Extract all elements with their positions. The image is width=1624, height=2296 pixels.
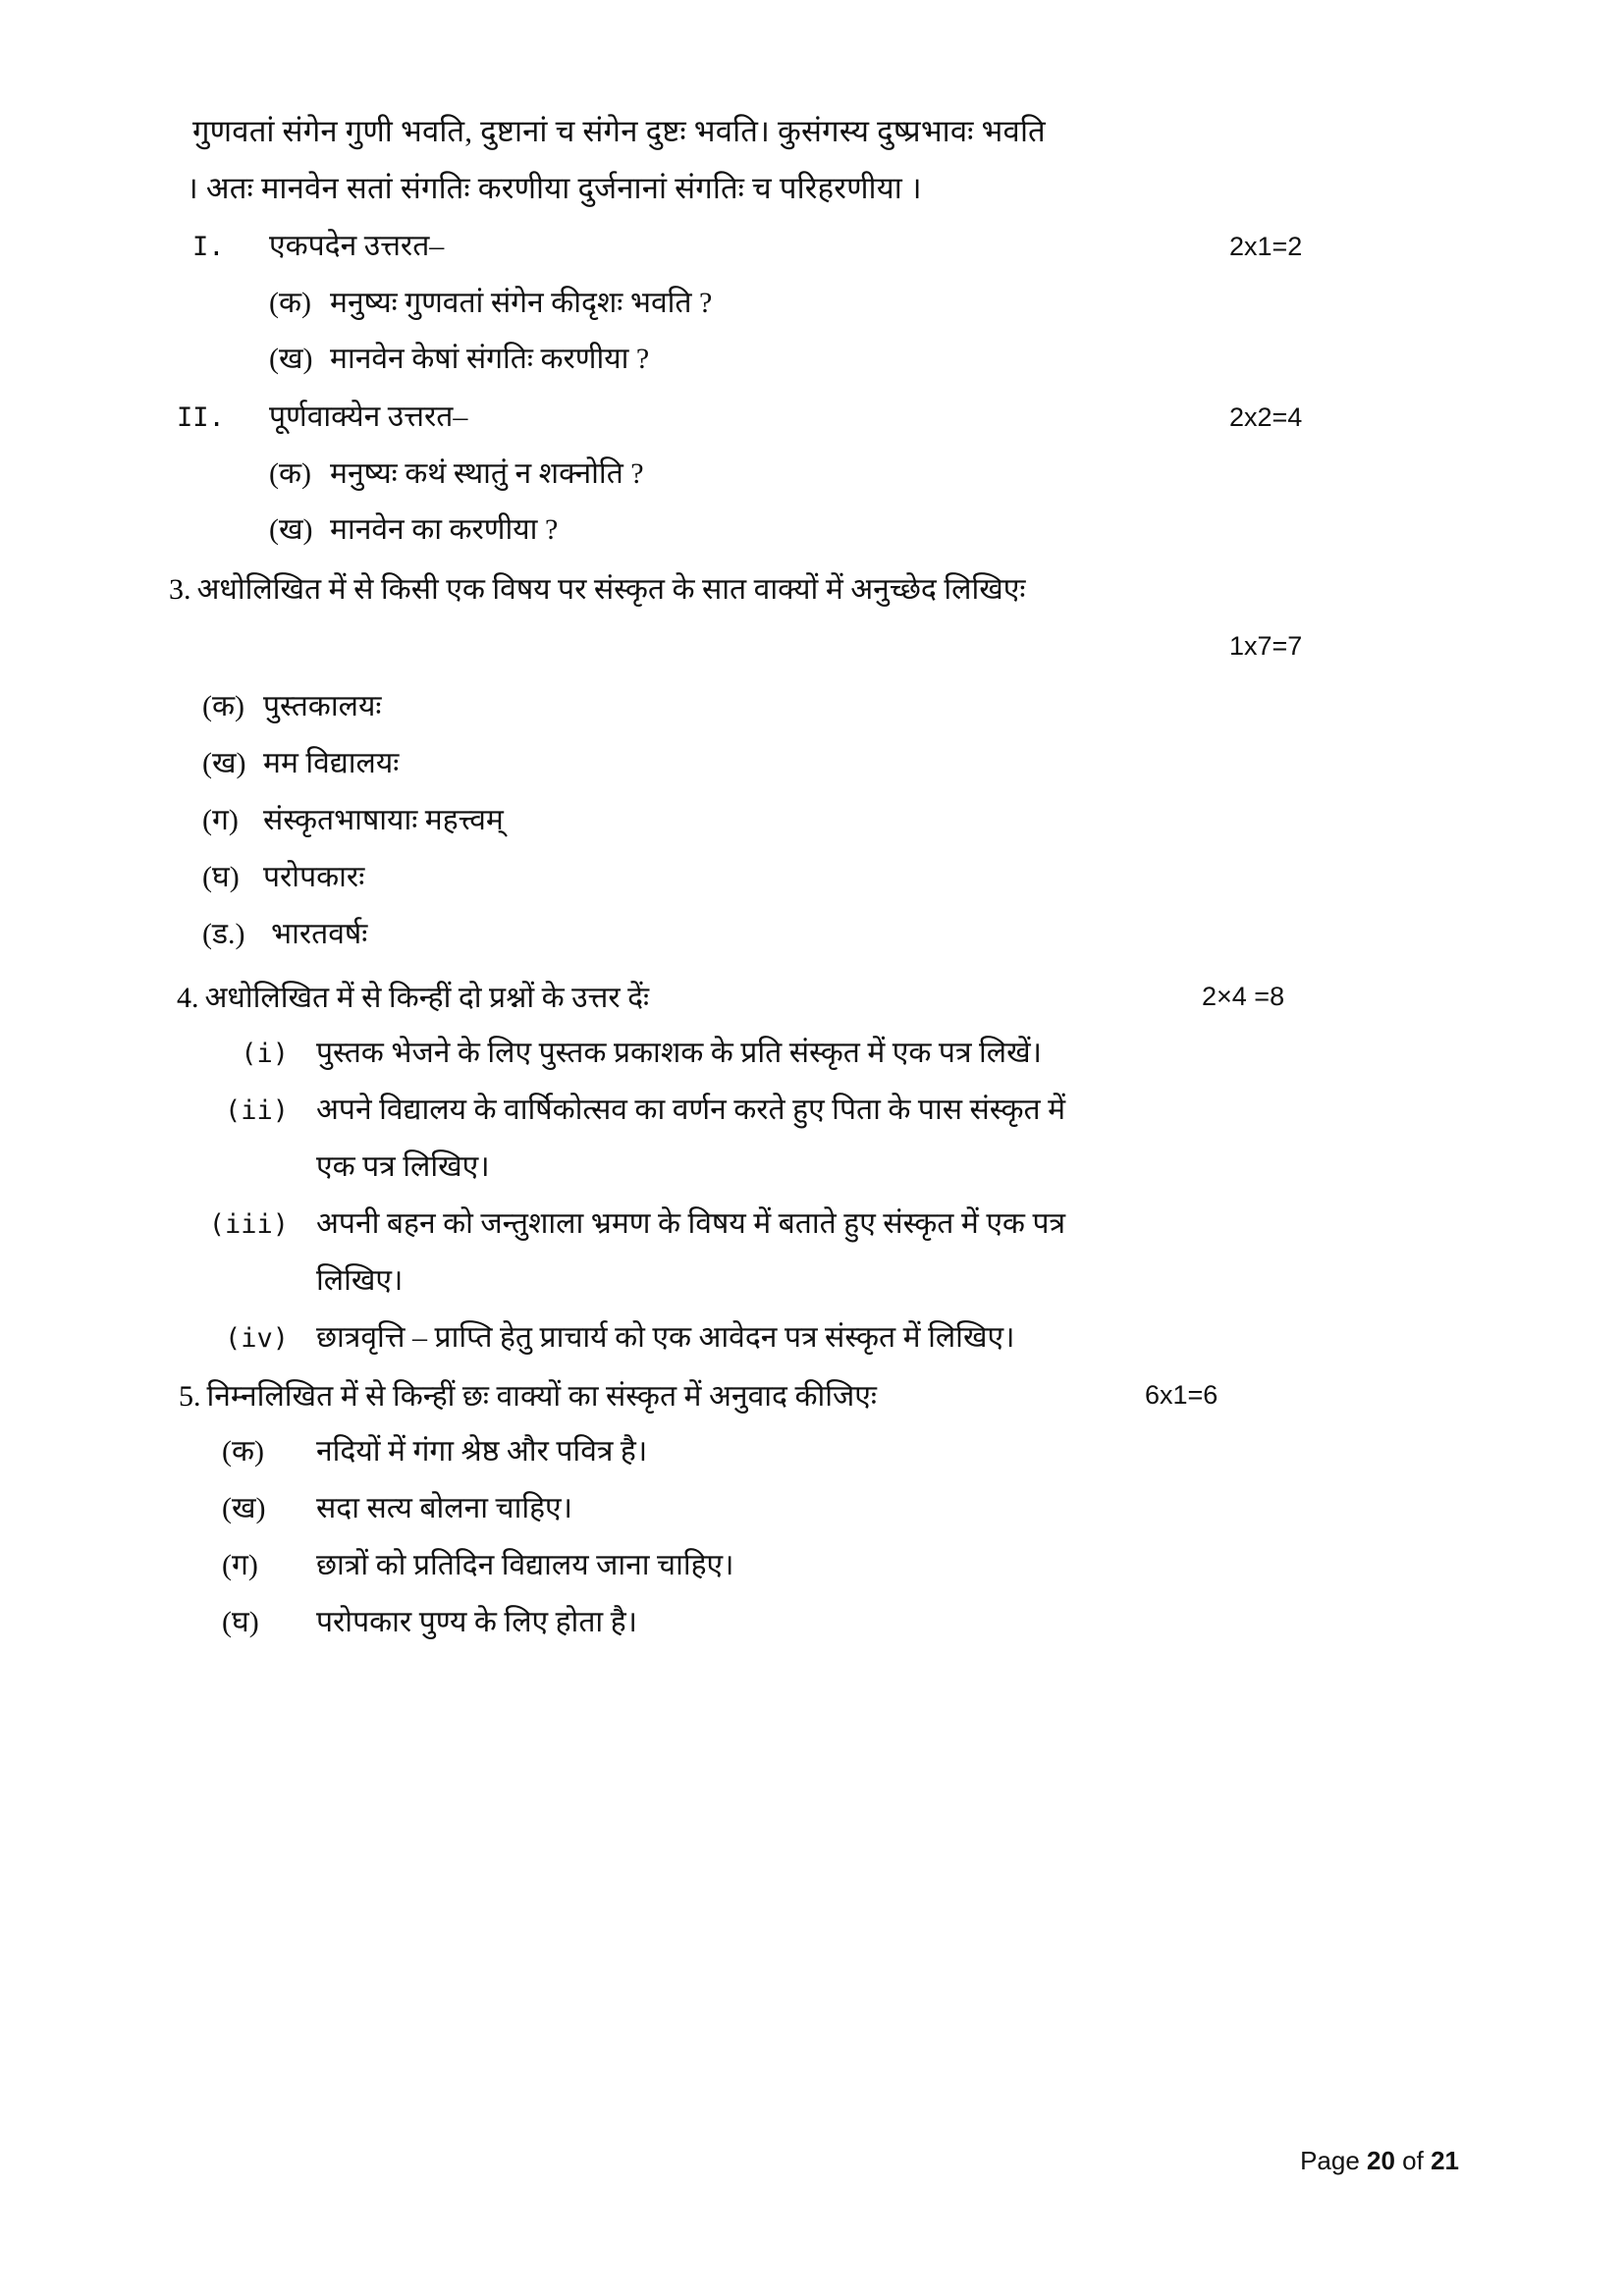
item-text: संस्कृतभाषायाः महत्त्वम्	[263, 804, 504, 836]
item-label: (ख)	[269, 513, 313, 546]
question-4-heading: अधोलिखित में से किन्हीं दो प्रश्नों के उत्तर देंः	[204, 982, 650, 1014]
question-4-heading-row	[177, 982, 1459, 1015]
item-text: मानवेन का करणीया ?	[330, 513, 559, 546]
section-II-heading: पूर्णवाक्येन उत्तरत–	[269, 400, 468, 433]
section-I-marks: 2x1=2	[1229, 232, 1303, 261]
question-5-item-ka	[222, 1437, 647, 1467]
question-3-heading-row	[169, 573, 1025, 607]
item-text-line: पुस्तक भेजने के लिए पुस्तक प्रकाशक के प्रति संस्कृत में एक पत्र लिखें।	[316, 1037, 1043, 1069]
question-3-heading: अधोलिखित में से किसी एक विषय पर संस्कृत के सात वाक्यों में अनुच्छेद लिखिएः	[196, 573, 1026, 606]
section-II-item-kha	[269, 515, 558, 545]
footer-current-page: 20	[1367, 2146, 1395, 2175]
item-label: (ख)	[202, 747, 246, 779]
item-label: (ग)	[202, 804, 239, 836]
question-4-item-iii	[171, 1209, 1065, 1240]
item-label: (i)	[241, 1039, 289, 1069]
passage-block	[187, 114, 1459, 224]
item-text: भारतवर्षः	[271, 918, 368, 950]
question-3-item-ga	[202, 806, 504, 835]
section-II-item-ka	[269, 459, 644, 489]
question-3-item-ka	[202, 692, 381, 721]
question-4-item-iii-line2: लिखिए।	[316, 1264, 404, 1297]
item-label: (क)	[269, 457, 312, 490]
question-3-marks: 1x7=7	[1229, 631, 1303, 661]
section-I-item-kha	[269, 345, 649, 374]
question-5-marks: 6x1=6	[1145, 1380, 1218, 1410]
item-label: (iv)	[224, 1323, 289, 1354]
item-text: नदियों में गंगा श्रेष्ठ और पवित्र है।	[316, 1435, 648, 1468]
question-5-item-gha	[222, 1608, 637, 1637]
footer-prefix: Page	[1300, 2146, 1368, 2175]
passage-line-1: गुणवतां संगेन गुणी भवति, दुष्टानां च संगेन दुष्टः भवति। कुसंगस्य दुष्प्रभावः भवति	[192, 114, 1046, 148]
item-label: (ड.)	[202, 918, 245, 950]
item-label: (घ)	[222, 1606, 259, 1638]
page-content	[169, 114, 1459, 1638]
section-II-numeral: II.	[177, 402, 225, 433]
footer-total-pages: 21	[1431, 2146, 1459, 2175]
item-text: पुस्तकालयः	[263, 690, 382, 722]
question-3-item-nga	[202, 920, 367, 949]
question-4-item-i	[171, 1039, 1042, 1069]
section-II-heading-row	[177, 402, 1459, 433]
item-label: (ii)	[224, 1095, 289, 1126]
item-label: (ख)	[269, 343, 313, 375]
question-5-item-kha	[222, 1494, 572, 1523]
question-3-item-kha	[202, 749, 399, 778]
item-label: (ग)	[222, 1549, 258, 1581]
item-text-line: अपनी बहन को जन्तुशाला भ्रमण के विषय में बताते हुए संस्कृत में एक पत्र	[316, 1207, 1066, 1240]
item-label: (क)	[222, 1435, 265, 1468]
item-text: मनुष्यः कथं स्थातुं न शक्नोति ?	[330, 457, 644, 490]
question-4-item-iv	[171, 1323, 1014, 1354]
section-I-heading: एकपदेन उत्तरत–	[269, 230, 445, 262]
section-I-item-ka	[269, 289, 712, 318]
item-label: (क)	[202, 690, 245, 722]
question-5-heading: निम्नलिखित में से किन्हीं छः वाक्यों का संस्कृत में अनुवाद कीजिएः	[206, 1380, 877, 1413]
item-text: छात्रों को प्रतिदिन विद्यालय जाना चाहिए।	[316, 1549, 734, 1581]
item-text: सदा सत्य बोलना चाहिए।	[316, 1492, 572, 1524]
question-5-item-ga	[222, 1551, 734, 1580]
question-3-number: 3.	[169, 573, 191, 606]
item-text: मनुष्यः गुणवतां संगेन कीदृशः भवति ?	[330, 287, 713, 319]
section-I-numeral: I.	[192, 232, 225, 262]
question-4-marks: 2×4 =8	[1202, 982, 1285, 1011]
item-label: (घ)	[202, 861, 240, 893]
question-4-item-ii	[171, 1095, 1065, 1126]
question-4-number: 4.	[177, 982, 199, 1014]
question-5-heading-row	[179, 1380, 1459, 1414]
item-text-line: छात्रवृत्ति – प्राप्ति हेतु प्राचार्य को एक आवेदन पत्र संस्कृत में लिखिए।	[316, 1321, 1015, 1354]
passage-line-2: । अतः मानवेन सतां संगतिः करणीया दुर्जनानां संगतिः च परिहरणीया ।	[187, 171, 922, 205]
footer-middle: of	[1394, 2146, 1432, 2175]
section-I-heading-row	[192, 232, 1459, 262]
item-label: (ख)	[222, 1492, 266, 1524]
question-3-item-gha	[202, 863, 364, 892]
item-text: मम विद्यालयः	[263, 747, 400, 779]
question-4-item-ii-line2: एक पत्र लिखिए।	[316, 1150, 490, 1183]
item-text: मानवेन केषां संगतिः करणीया ?	[330, 343, 650, 375]
item-text: परोपकारः	[263, 861, 365, 893]
item-text-line: अपने विद्यालय के वार्षिकोत्सव का वर्णन करते हुए पिता के पास संस्कृत में	[316, 1094, 1066, 1126]
section-II-marks: 2x2=4	[1229, 402, 1303, 432]
item-label: (iii)	[208, 1209, 289, 1240]
question-5-number: 5.	[179, 1380, 201, 1413]
item-text: परोपकार पुण्य के लिए होता है।	[316, 1606, 637, 1638]
item-label: (क)	[269, 287, 312, 319]
page-footer	[1300, 2146, 1459, 2176]
